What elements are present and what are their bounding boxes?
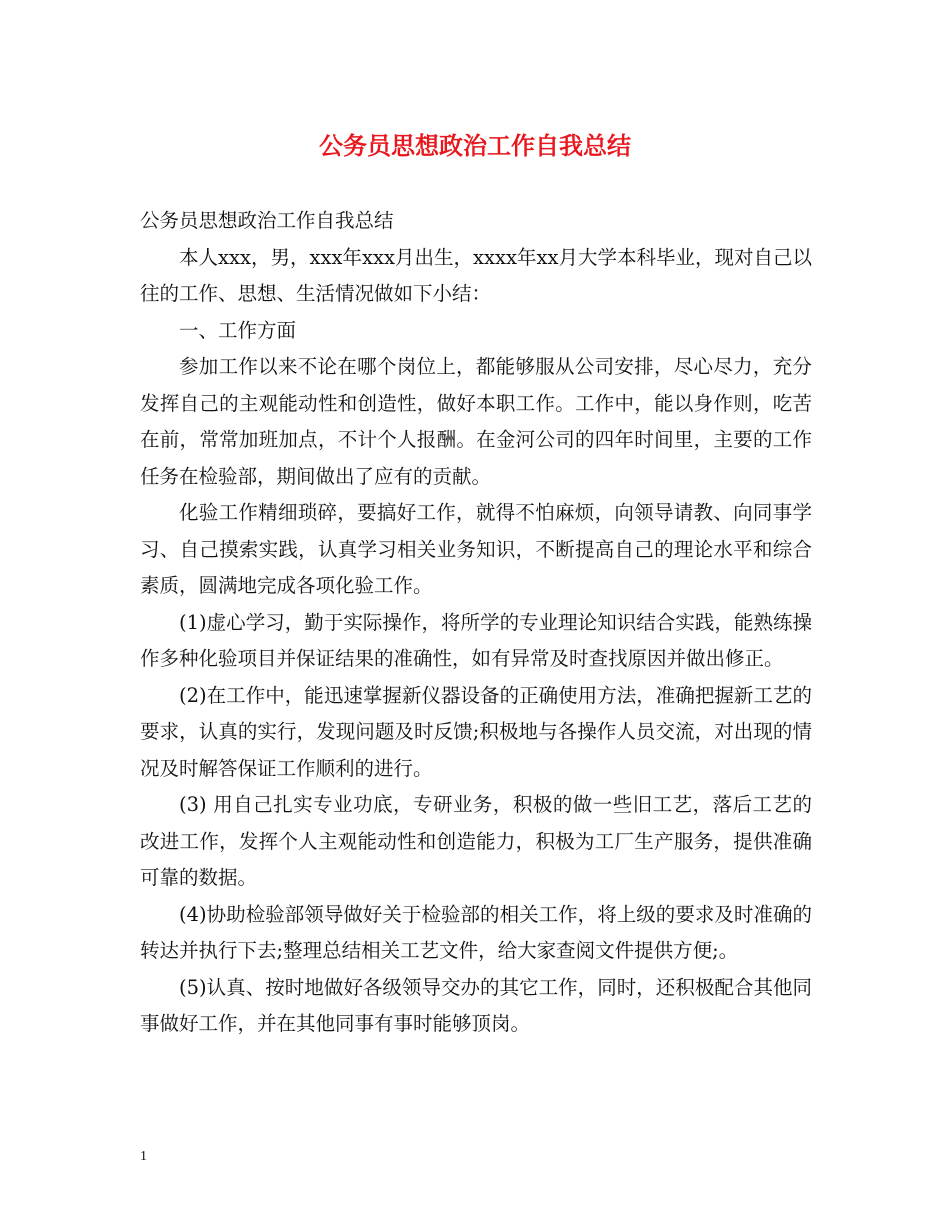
body-paragraph: 参加工作以来不论在哪个岗位上，都能够服从公司安排，尽心尽力，充分发挥自己的主观能动性和创造性，做好本职工作。工作中，能以身作则，吃苦在前，常常加班加点，不计个人报酬。在金河公司的四年时间里，主要的工作任务在检验部，期间做出了应有的贡献。: [140, 355, 812, 488]
intro-paragraph: 本人xxx，男，xxx年xxx月出生，xxxx年xx月大学本科毕业，现对自己以往的工作、思想、生活情况做如下小结：: [140, 245, 812, 305]
subtitle-paragraph: 公务员思想政治工作自我总结: [140, 209, 394, 232]
document-body: [140, 203, 812, 1043]
page-number: 1: [140, 1149, 147, 1164]
list-item-paragraph: (2)在工作中，能迅速掌握新仪器设备的正确使用方法，准确把握新工艺的要求，认真的实行，发现问题及时反馈;积极地与各操作人员交流，对出现的情况及时解答保证工作顺利的进行。: [140, 683, 812, 780]
list-item-paragraph: (4)协助检验部领导做好关于检验部的相关工作，将上级的要求及时准确的转达并执行下去;整理总结相关工艺文件，给大家查阅文件提供方便;。: [140, 902, 812, 962]
list-item-paragraph: (3) 用自己扎实专业功底，专研业务，积极的做一些旧工艺，落后工艺的改进工作，发挥个人主观能动性和创造能力，积极为工厂生产服务，提供准确可靠的数据。: [140, 793, 812, 889]
section-heading: 一、工作方面: [179, 318, 297, 342]
document-title: 公务员思想政治工作自我总结: [319, 131, 631, 160]
list-item-paragraph: (1)虚心学习，勤于实际操作，将所学的专业理论知识结合实践，能熟练操作多种化验项目并保证结果的准确性，如有异常及时查找原因并做出修正。: [140, 610, 812, 670]
body-paragraph: 化验工作精细琐碎，要搞好工作，就得不怕麻烦，向领导请教、向同事学习、自己摸索实践，认真学习相关业务知识，不断提高自己的理论水平和综合素质，圆满地完成各项化验工作。: [140, 501, 812, 597]
list-item-paragraph: (5)认真、按时地做好各级领导交办的其它工作，同时，还积极配合其他同事做好工作，并在其他同事有事时能够顶岗。: [140, 975, 812, 1035]
